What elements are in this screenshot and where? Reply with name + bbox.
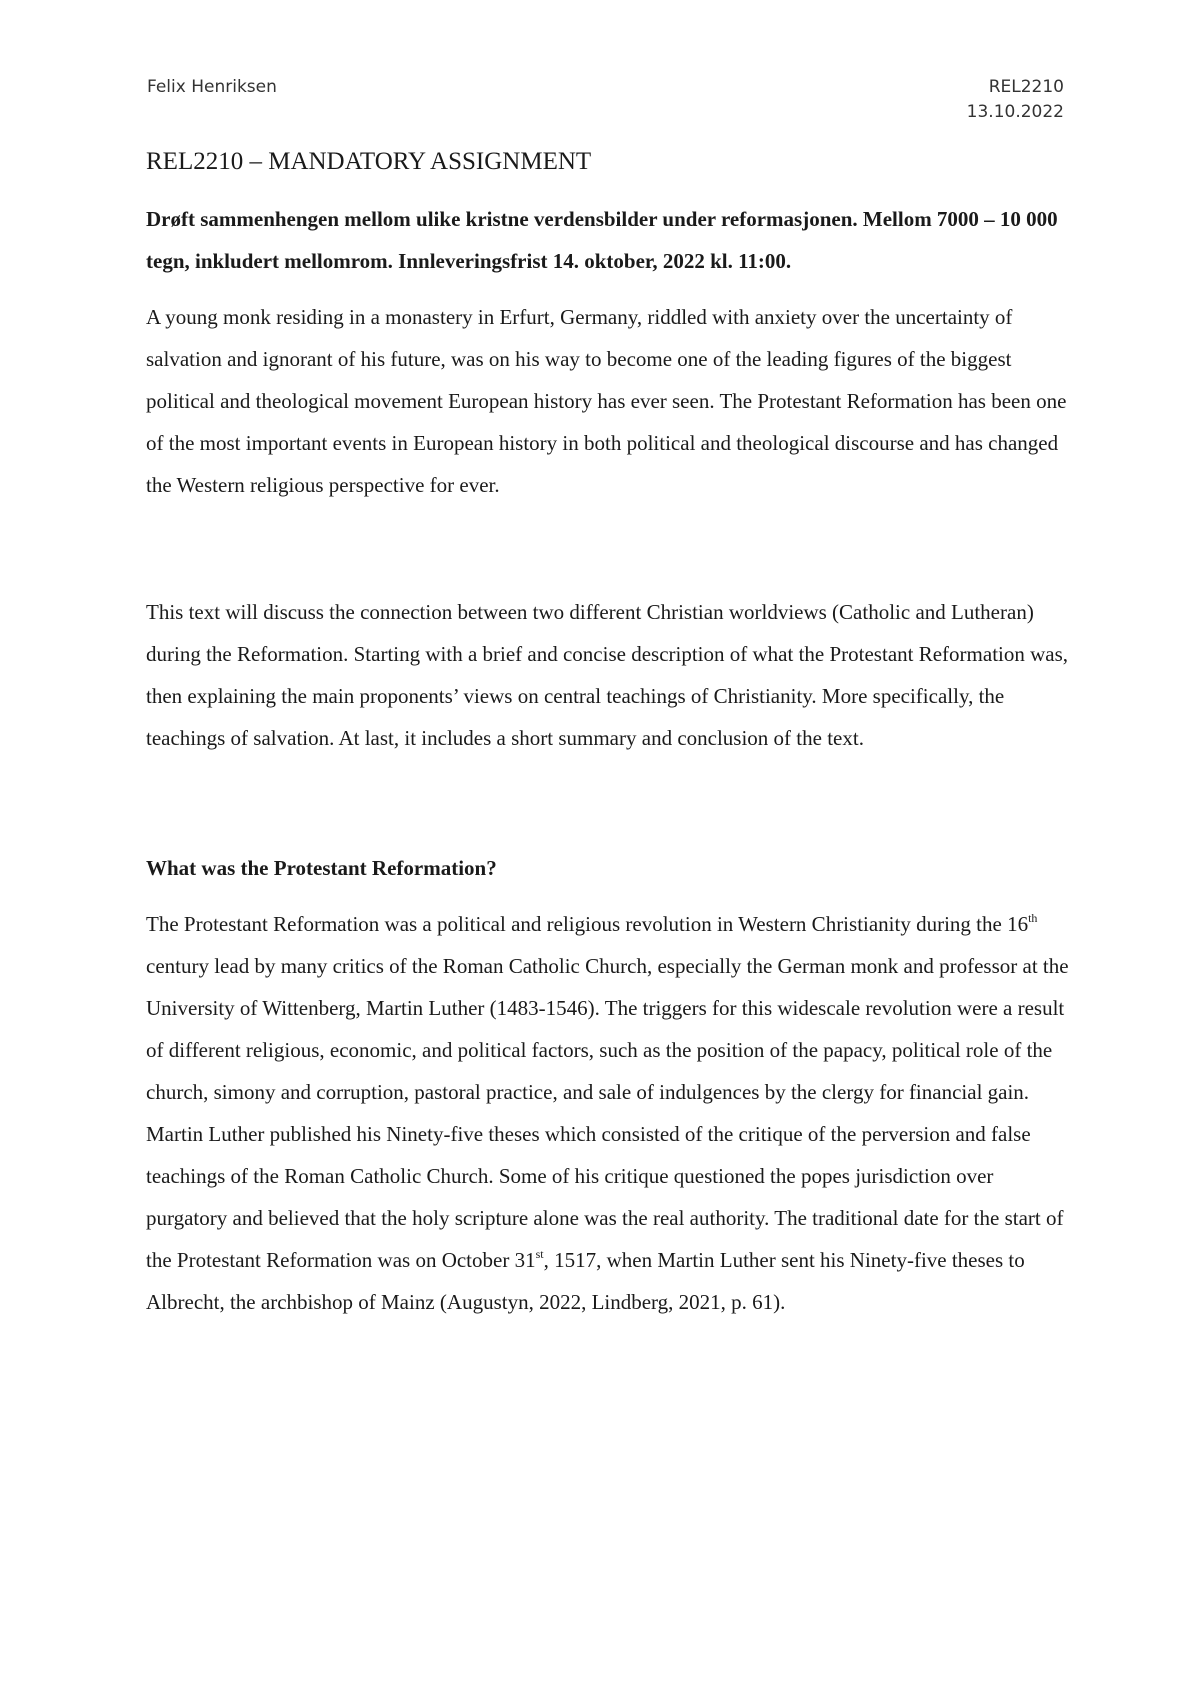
header-author: Felix Henriksen — [147, 77, 277, 97]
section-text-part2: century lead by many critics of the Roman Catholic Church, especially the German monk and professor at the University of Wittenberg, Martin Luther (1483-1546). The triggers for this widescale revolution were a result of different religious, economic, and political factors, such as the position of the papacy, political role of the church, simony and corruption, pastoral practice, and sale of indulgences by the clergy for financial gain. Martin Luther published his Ninety-five theses which consisted of the critique of the perversion and false teachings of the Roman Catholic Church. Some of his critique questioned the popes jurisdiction over purgatory and believed that the holy scripture alone was the real authority. The traditional date for the start of the Protestant Reformation was on October 31 — [146, 954, 1069, 1272]
section-text-part3: , 1517, when Martin Luther sent his Ninety-five theses to Albrecht, the archbishop of Mainz (Augustyn, 2022, Lindberg, 2021, p. 61). — [146, 1248, 1025, 1314]
header-course-info — [967, 75, 1064, 125]
section-heading: What was the Protestant Reformation? — [146, 856, 497, 880]
document-body — [146, 146, 1076, 1323]
assignment-task: Drøft sammenhengen mellom ulike kristne verdensbilder under reformasjonen. Mellom 7000 – 10 000 tegn, inkludert mellomrom. Innleveringsfrist 14. oktober, 2022 kl. 11:00. — [146, 207, 1058, 273]
ordinal-suffix-date: st — [535, 1247, 544, 1261]
intro-paragraph: A young monk residing in a monastery in Erfurt, Germany, riddled with anxiety over the uncertainty of salvation and ignorant of his future, was on his way to become one of the leading figures of the biggest political and theological movement European history has ever seen. The Protestant Reformation has been one of the most important events in European history in both political and theological discourse and has changed the Western religious perspective for ever. — [146, 305, 1067, 497]
document-title: REL2210 – MANDATORY ASSIGNMENT — [146, 148, 592, 175]
outline-paragraph: This text will discuss the connection between two different Christian worldviews (Catholic and Lutheran) during the Reformation. Starting with a brief and concise description of what the Protestant Reformation was, then explaining the main proponents’ views on central teachings of Christianity. More specifically, the teachings of salvation. At last, it includes a short summary and conclusion of the text. — [146, 600, 1069, 750]
header-date: 13.10.2022 — [966, 102, 1064, 122]
section-paragraph — [146, 903, 1076, 1323]
section-text-part1: The Protestant Reformation was a political and religious revolution in Western Christianity during the 16 — [146, 912, 1029, 936]
header-course-code: REL2210 — [988, 77, 1064, 97]
ordinal-suffix-century: th — [1028, 911, 1038, 925]
